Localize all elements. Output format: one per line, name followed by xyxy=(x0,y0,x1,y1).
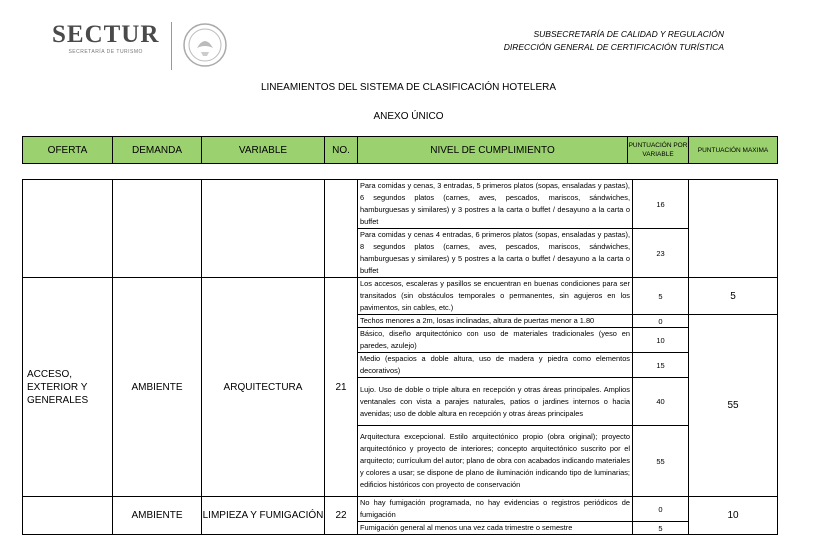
max-cell-empty xyxy=(689,180,778,278)
department-header xyxy=(504,28,724,54)
header-no: NO. xyxy=(325,137,358,164)
no-cell: 21 xyxy=(325,278,358,497)
logo-text: SECTUR xyxy=(52,21,160,48)
nivel-score: 10 xyxy=(633,328,689,353)
logo-block xyxy=(52,22,228,70)
oferta-cell-empty xyxy=(23,180,113,278)
direccion-text: DIRECCIÓN GENERAL DE CERTIFICACIÓN TURÍSTICA xyxy=(503,42,724,52)
max-score: 10 xyxy=(689,497,778,535)
nivel-description: Techos menores a 2m, losas inclinadas, altura de puertas menor a 1.80 xyxy=(358,315,633,328)
annex-title: ANEXO ÚNICO xyxy=(373,111,444,122)
logo-divider xyxy=(171,22,172,70)
header-puntuacion-variable: PUNTUACIÓN POR VARIABLE xyxy=(628,137,689,164)
header-variable: VARIABLE xyxy=(202,137,325,164)
header-puntuacion-maxima: PUNTUACIÓN MAXIMA xyxy=(689,137,778,164)
subsecretaria-text: SUBSECRETARÍA DE CALIDAD Y REGULACIÓN xyxy=(533,29,724,39)
header-oferta: OFERTA xyxy=(23,137,113,164)
nivel-description: Medio (espacios a doble altura, uso de madera y piedra como elementos decorativos) xyxy=(358,353,633,378)
nivel-score: 5 xyxy=(633,522,689,535)
no-cell-empty xyxy=(325,180,358,278)
max-score: 5 xyxy=(689,278,778,315)
nivel-description: Los accesos, escaleras y pasillos se encuentran en buenas condiciones para ser transitados (sin obstáculos temporales o permanentes, sin agujeros en los pavimentos, sin cables, etc.) xyxy=(358,278,633,315)
nivel-score: 16 xyxy=(633,180,689,229)
classification-table xyxy=(22,179,778,535)
no-cell: 22 xyxy=(325,497,358,535)
demanda-cell: AMBIENTE xyxy=(113,278,202,497)
nivel-description: Lujo. Uso de doble o triple altura en recepción y otras áreas principales. Amplios ventanales con vista a parajes naturales, patios o jardines internos o hacia avenidas; uso de doble altura en recepción y otras áreas principales xyxy=(358,378,633,426)
nivel-score: 0 xyxy=(633,497,689,522)
nivel-description: Para comidas y cenas, 3 entradas, 5 primeros platos (sopas, ensaladas y pastas), 6 segundos platos (carnes, aves, pescados, mariscos, sándwiches, hamburguesas y similares) y 3 postres a la carta o buffet / desayuno a la carta o buffet xyxy=(358,180,633,229)
demanda-cell: AMBIENTE xyxy=(113,497,202,535)
oferta-cell-empty xyxy=(23,497,113,535)
nivel-description: No hay fumigación programada, no hay evidencias o registros periódicos de fumigación xyxy=(358,497,633,522)
nivel-score: 5 xyxy=(633,278,689,315)
header-demanda: DEMANDA xyxy=(113,137,202,164)
sectur-logo xyxy=(52,22,159,55)
variable-cell: ARQUITECTURA xyxy=(202,278,325,497)
nivel-score: 23 xyxy=(633,229,689,278)
header-nivel: NIVEL DE CUMPLIMIENTO xyxy=(358,137,628,164)
nivel-description: Fumigación general al menos una vez cada trimestre o semestre xyxy=(358,522,633,535)
max-score: 55 xyxy=(689,315,778,497)
nivel-score: 15 xyxy=(633,353,689,378)
nivel-score: 55 xyxy=(633,426,689,497)
national-seal-icon xyxy=(182,22,228,68)
nivel-description: Para comidas y cenas 4 entradas, 6 primeros platos (sopas, ensaladas y pastas), 8 segundos platos (carnes, aves, pescados, mariscos, sándwiches, hamburguesas y similares) y 5 postres a la carta o buffet / desayuno a la carta o buffet xyxy=(358,229,633,278)
oferta-cell: ACCESO, EXTERIOR Y GENERALES xyxy=(23,278,113,497)
nivel-description: Básico, diseño arquitectónico con uso de materiales tradicionales (yeso en paredes, azulejo) xyxy=(358,328,633,353)
nivel-score: 40 xyxy=(633,378,689,426)
variable-cell-empty xyxy=(202,180,325,278)
document-title: LINEAMIENTOS DEL SISTEMA DE CLASIFICACIÓN HOTELERA xyxy=(260,82,557,93)
variable-cell: LIMPIEZA Y FUMIGACIÓN xyxy=(202,497,325,535)
table-header xyxy=(22,136,778,164)
logo-subtext: SECRETARÍA DE TURISMO xyxy=(68,49,143,55)
nivel-score: 0 xyxy=(633,315,689,328)
nivel-description: Arquitectura excepcional. Estilo arquitectónico propio (obra original); proyecto arquitectónico y proyecto de interiores; concepto arquitectónico suscrito por el arquitecto; currículum del autor; plano de obra con acabados indicando materiales y colores a usar; se dispone de plano de iluminación indicando tipo de luminarias; edificios históricos con proyecto de conservación xyxy=(358,426,633,497)
demanda-cell-empty xyxy=(113,180,202,278)
